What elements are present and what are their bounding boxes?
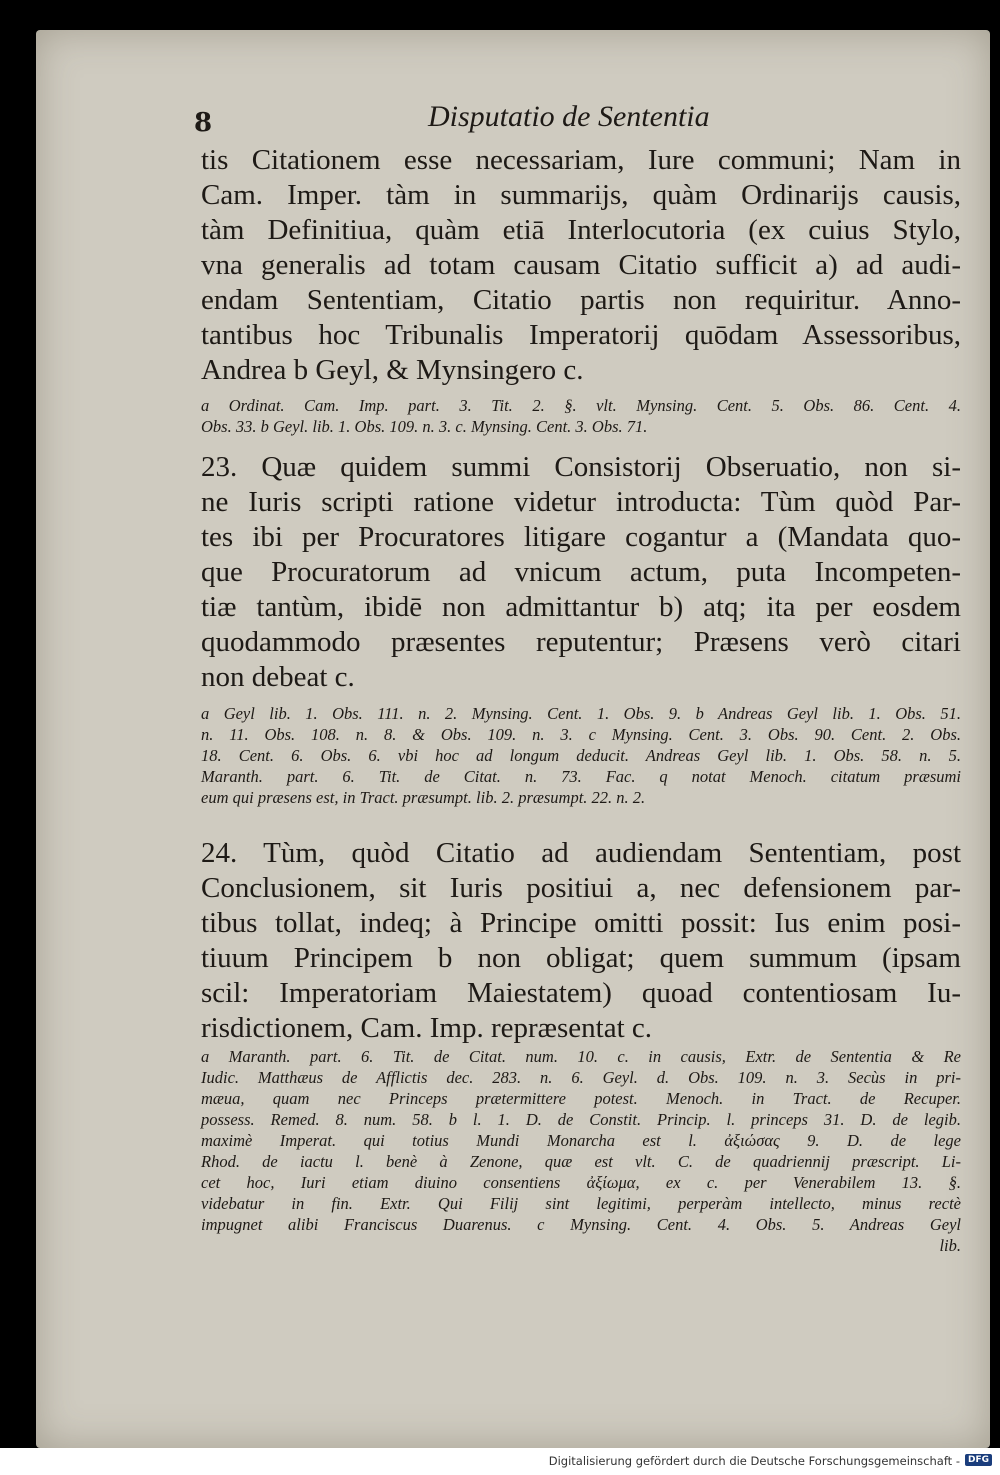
catchword: lib. bbox=[939, 1236, 961, 1255]
body-line: vna generalis ad totam causam Citatio sufficit a) ad audi- bbox=[201, 249, 961, 281]
body-line: Cam. Imper. tàm in summarijs, quàm Ordinarijs causis, bbox=[201, 179, 961, 211]
footnote-line: a Ordinat. Cam. Imp. part. 3. Tit. 2. §. vlt. Mynsing. Cent. 5. Obs. 86. Cent. 4. bbox=[201, 396, 961, 415]
book-page bbox=[36, 30, 990, 1448]
section-3-notes bbox=[201, 1046, 961, 1256]
footnote-line: a Maranth. part. 6. Tit. de Citat. num. 10. c. in causis, Extr. de Sententia & Re bbox=[201, 1047, 961, 1066]
section-1-notes bbox=[201, 395, 961, 437]
footnote-line: a Geyl lib. 1. Obs. 111. n. 2. Mynsing. Cent. 1. Obs. 9. b Andreas Geyl lib. 1. Obs. 51. bbox=[201, 704, 961, 723]
section-3-body bbox=[201, 836, 961, 1046]
section-2-notes bbox=[201, 703, 961, 808]
body-line: 24. Tùm, quòd Citatio ad audiendam Sententiam, post bbox=[201, 837, 961, 869]
body-line: tantibus hoc Tribunalis Imperatorij quōdam Assessoribus, bbox=[201, 319, 961, 351]
footnote-line: impugnet alibi Franciscus Duarenus. c Mynsing. Cent. 4. Obs. 5. Andreas Geyl bbox=[201, 1215, 961, 1234]
body-line: tis Citationem esse necessariam, Iure communi; Nam in bbox=[201, 144, 961, 176]
footnote-line: cet hoc, Iuri etiam diuino consentiens ἀξίωμα, ex c. per Venerabilem 13. §. bbox=[201, 1173, 961, 1192]
body-line: non debeat c. bbox=[201, 661, 355, 693]
body-line: que Procuratorum ad vnicum actum, puta Incompeten- bbox=[201, 556, 961, 588]
body-line: ne Iuris scripti ratione videtur introducta: Tùm quòd Par- bbox=[201, 486, 961, 518]
footnote-line: possess. Remed. 8. num. 58. b l. 1. D. de Constit. Princip. l. princeps 31. D. de legib. bbox=[201, 1110, 961, 1129]
body-line: risdictionem, Cam. Imp. repræsentat c. bbox=[201, 1012, 653, 1044]
body-line: 23. Quæ quidem summi Consistorij Obseruatio, non si- bbox=[201, 451, 961, 483]
footnote-line: mæua, quam nec Princeps prætermittere potest. Menoch. in Tract. de Recuper. bbox=[201, 1089, 961, 1108]
footnote-line: eum qui præsens est, in Tract. præsumpt. lib. 2. præsumpt. 22. n. 2. bbox=[201, 788, 646, 807]
body-line: tibus tollat, indeq; à Principe omitti possit: Ius enim posi- bbox=[201, 907, 961, 939]
digitization-footer bbox=[0, 1448, 1000, 1475]
body-line: tàm Definitiua, quàm etiā Interlocutoria (ex cuius Stylo, bbox=[201, 214, 961, 246]
section-1-body bbox=[201, 143, 961, 388]
body-line: tiuum Principem b non obligat; quem summum (ipsam bbox=[201, 942, 961, 974]
footnote-line: Maranth. part. 6. Tit. de Citat. n. 73. Fac. q notat Menoch. citatum præsumi bbox=[201, 767, 961, 786]
footnote-line: maximè Imperat. qui totius Mundi Monarcha est l. ἀξιώσας 9. D. de lege bbox=[201, 1131, 961, 1150]
body-line: tes ibi per Procuratores litigare cogantur a (Mandata quo- bbox=[201, 521, 961, 553]
footnote-line: Rhod. de iactu l. benè à Zenone, quæ est vlt. C. de quadriennij præscript. Li- bbox=[201, 1152, 961, 1171]
body-line: scil: Imperatoriam Maiestatem) quoad contentiosam Iu- bbox=[201, 977, 961, 1009]
running-title: Disputatio de Sententia bbox=[428, 100, 710, 133]
section-2-body bbox=[201, 450, 961, 695]
footnote-line: videbatur in fin. Extr. Qui Filij sint legitimi, perperàm intellecto, minus rectè bbox=[201, 1194, 961, 1213]
footnote-line: Obs. 33. b Geyl. lib. 1. Obs. 109. n. 3. c. Mynsing. Cent. 3. Obs. 71. bbox=[201, 417, 648, 436]
footnote-line: n. 11. Obs. 108. n. 8. & Obs. 109. n. 3. c Mynsing. Cent. 3. Obs. 90. Cent. 2. Obs. bbox=[201, 725, 961, 744]
body-line: quodammodo præsentes reputentur; Præsens verò citari bbox=[201, 626, 961, 658]
dfg-logo-icon: DFG bbox=[965, 1454, 992, 1466]
page-number: 8 bbox=[194, 108, 213, 138]
funding-credit: Digitalisierung gefördert durch die Deutsche Forschungsgemeinschaft - bbox=[548, 1454, 960, 1468]
body-line: tiæ tantùm, ibidē non admittantur b) atq; ita per eosdem bbox=[201, 591, 961, 623]
footnote-line: Iudic. Matthæus de Afflictis dec. 283. n. 6. Geyl. d. Obs. 109. n. 3. Secùs in pri- bbox=[201, 1068, 961, 1087]
body-line: endam Sententiam, Citatio partis non requiritur. Anno- bbox=[201, 284, 961, 316]
body-line: Andrea b Geyl, & Mynsingero c. bbox=[201, 354, 584, 386]
body-line: Conclusionem, sit Iuris positiui a, nec defensionem par- bbox=[201, 872, 961, 904]
footnote-line: 18. Cent. 6. Obs. 6. vbi hoc ad longum deducit. Andreas Geyl lib. 1. Obs. 58. n. 5. bbox=[201, 746, 961, 765]
